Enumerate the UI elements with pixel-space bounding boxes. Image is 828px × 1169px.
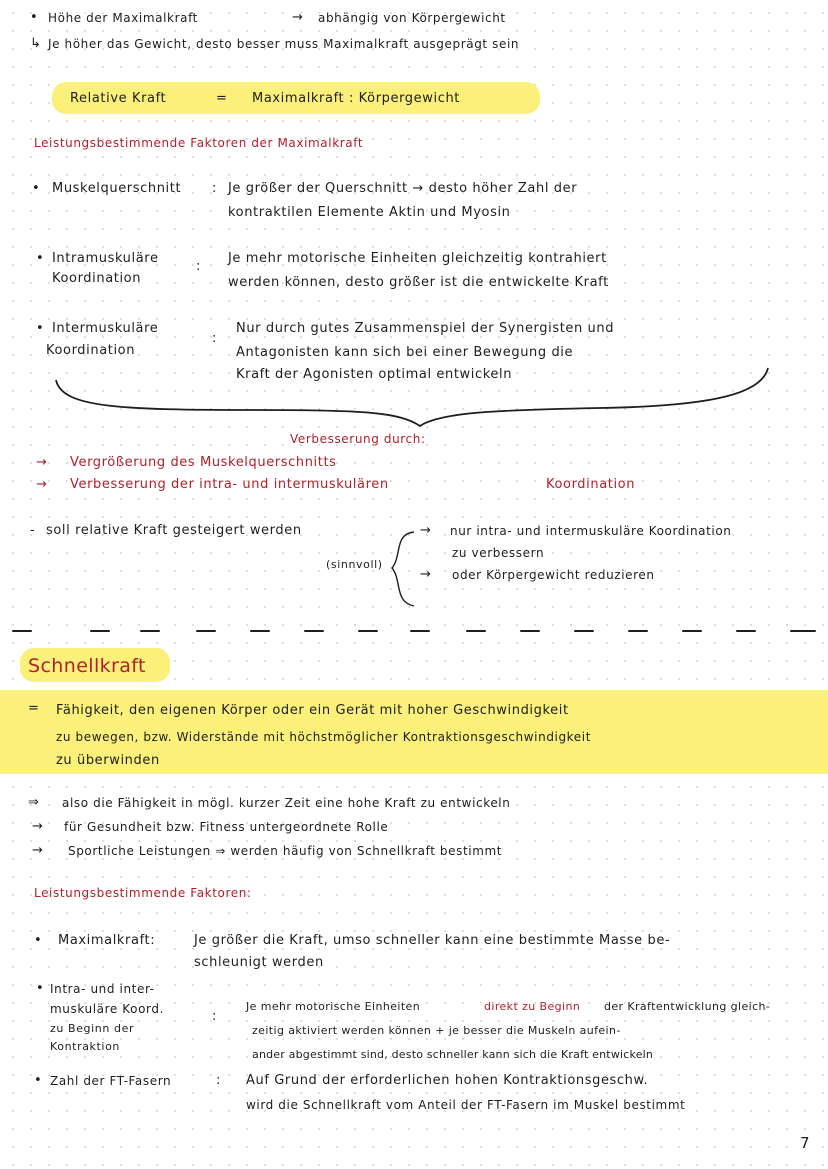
- factor-text: Je größer der Querschnitt → desto höher Zahl der: [228, 181, 578, 196]
- arrow-icon: →: [32, 843, 43, 858]
- relative-kraft-formula: Maximalkraft : Körpergewicht: [252, 91, 460, 106]
- factor-text: Kraft der Agonisten optimal entwickeln: [236, 367, 513, 382]
- intro-line-2: Je höher das Gewicht, desto besser muss Maximalkraft ausgeprägt sein: [48, 37, 520, 51]
- note-line: für Gesundheit bzw. Fitness untergeordnete Rolle: [64, 820, 389, 834]
- bullet: •: [36, 321, 44, 336]
- bullet: •: [34, 933, 42, 948]
- definition-line: Fähigkeit, den eigenen Körper oder ein Gerät mit hoher Geschwindigkeit: [56, 703, 569, 718]
- arrow-icon: →: [292, 10, 303, 25]
- arrow-icon: →: [36, 455, 47, 470]
- factor-term: muskuläre Koord.: [50, 1002, 164, 1016]
- option-1a: nur intra- und intermuskuläre Koordination: [450, 524, 732, 538]
- factor-text: der Kraftentwicklung gleich-: [604, 1000, 771, 1013]
- relative-note: soll relative Kraft gesteigert werden: [46, 523, 302, 538]
- implies-arrow-icon: ⇒: [28, 795, 39, 810]
- factor-colon: :: [212, 331, 217, 346]
- bullet: •: [36, 981, 44, 996]
- equals-marker: =: [28, 701, 39, 716]
- factor-text: Je größer die Kraft, umso schneller kann eine bestimmte Masse be-: [194, 933, 671, 948]
- factor-colon: :: [212, 1009, 217, 1024]
- factors-heading: Leistungsbestimmende Faktoren der Maximalkraft: [34, 136, 364, 150]
- bullet: •: [30, 10, 38, 25]
- schnellkraft-title: Schnellkraft: [28, 655, 146, 677]
- factor-colon: :: [196, 259, 201, 274]
- factor-text: ander abgestimmt sind, desto schneller kann sich die Kraft entwickeln: [252, 1048, 654, 1061]
- factor-text: schleunigt werden: [194, 955, 324, 970]
- factor-text: zeitig aktiviert werden können + je besser die Muskeln aufein-: [252, 1024, 621, 1037]
- definition-line: zu überwinden: [56, 753, 160, 768]
- factor-text: Je mehr motorische Einheiten gleichzeitig kontrahiert: [228, 251, 607, 266]
- page-number: 7: [800, 1134, 811, 1152]
- factor-text: werden können, desto größer ist die entwickelte Kraft: [228, 275, 609, 290]
- factor-colon: :: [216, 1073, 221, 1088]
- note-line: also die Fähigkeit in mögl. kurzer Zeit eine hohe Kraft zu entwickeln: [62, 796, 511, 810]
- dash-marker: -: [30, 523, 35, 538]
- factor-term: Muskelquerschnitt: [52, 181, 182, 196]
- factor-term: Intramuskuläre: [52, 251, 159, 266]
- factor-text-emphasis: direkt zu Beginn: [484, 1000, 581, 1013]
- option-1b: zu verbessern: [452, 546, 545, 560]
- factor-text: kontraktilen Elemente Aktin und Myosin: [228, 205, 511, 220]
- factor-term: Maximalkraft:: [58, 933, 156, 948]
- arrow-icon: →: [420, 523, 431, 538]
- definition-line: zu bewegen, bzw. Widerstände mit höchstmöglicher Kontraktionsgeschwindigkeit: [56, 730, 592, 744]
- factor-text: Antagonisten kann sich bei einer Bewegung die: [236, 345, 574, 360]
- equals-sign: =: [216, 91, 228, 106]
- intro-line-1a: Höhe der Maximalkraft: [48, 11, 198, 25]
- verbesserung-line-1: Vergrößerung des Muskelquerschnitts: [70, 455, 337, 470]
- factor-colon: :: [212, 181, 217, 196]
- sinnvoll-note: (sinnvoll): [326, 558, 383, 571]
- factor-term: Koordination: [46, 343, 136, 358]
- intro-line-1b: abhängig von Körpergewicht: [318, 11, 506, 25]
- note-line: Sportliche Leistungen ⇒ werden häufig von Schnellkraft bestimmt: [68, 844, 503, 858]
- option-2: oder Körpergewicht reduzieren: [452, 568, 655, 582]
- factor-term: Intra- und inter-: [50, 982, 155, 996]
- factor-text: Nur durch gutes Zusammenspiel der Synergisten und: [236, 321, 615, 336]
- factor-text: Je mehr motorische Einheiten: [246, 1000, 421, 1013]
- verbesserung-label: Verbesserung durch:: [290, 432, 426, 446]
- factor-term: Koordination: [52, 271, 142, 286]
- arrow-icon: →: [36, 477, 47, 492]
- relative-kraft-label: Relative Kraft: [70, 91, 167, 106]
- factor-term: Kontraktion: [50, 1040, 120, 1053]
- factor-text: wird die Schnellkraft vom Anteil der FT-Fasern im Muskel bestimmt: [246, 1098, 686, 1112]
- arrow-icon: →: [420, 567, 431, 582]
- arrow-icon: ↳: [30, 36, 41, 51]
- verbesserung-line-2b: Koordination: [546, 477, 636, 492]
- verbesserung-line-2a: Verbesserung der intra- und intermuskulären: [70, 477, 389, 492]
- arrow-icon: →: [32, 819, 43, 834]
- bullet: •: [36, 251, 44, 266]
- factor-term: Intermuskuläre: [52, 321, 159, 336]
- schnellkraft-factors-heading: Leistungsbestimmende Faktoren:: [34, 886, 252, 900]
- bullet: •: [32, 181, 40, 196]
- factor-term: zu Beginn der: [50, 1022, 135, 1035]
- factor-text: Auf Grund der erforderlichen hohen Kontraktionsgeschw.: [246, 1073, 649, 1088]
- bullet: •: [34, 1073, 42, 1088]
- factor-term: Zahl der FT-Fasern: [50, 1074, 172, 1088]
